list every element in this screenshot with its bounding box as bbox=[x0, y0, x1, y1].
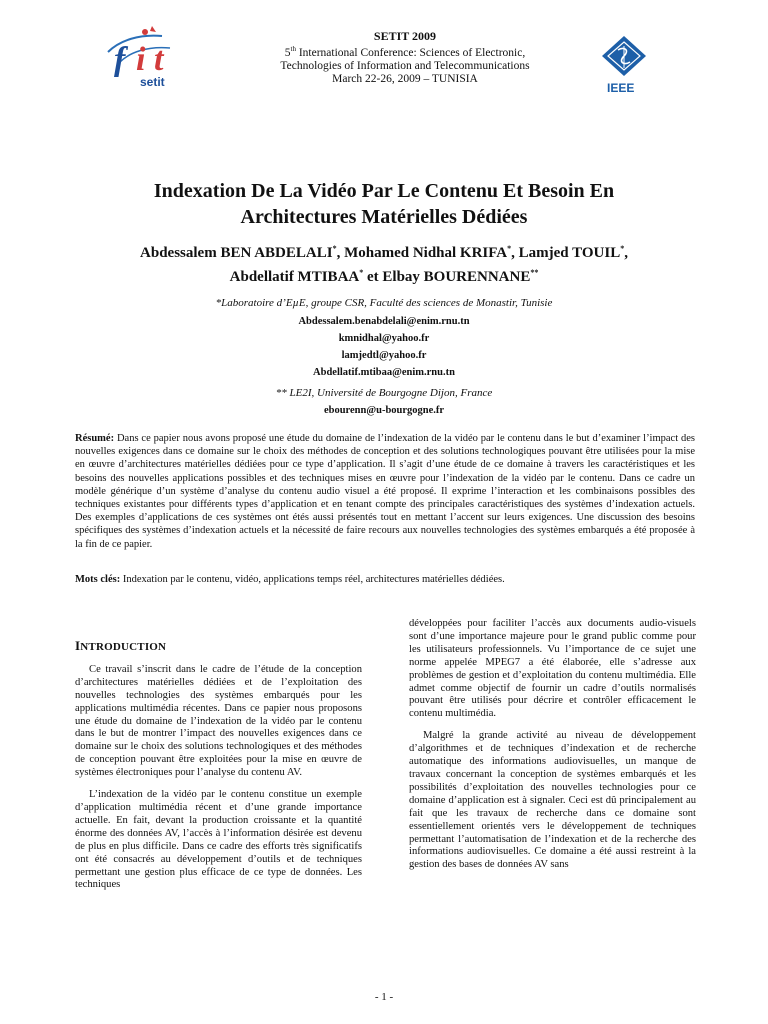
keywords-text: Indexation par le contenu, vidéo, applications temps réel, architectures matérielles dédiées. bbox=[120, 574, 505, 585]
intro-paragraph-2: L’indexation de la vidéo par le contenu constitue un exemple d’application multimédia récent et d’une grande importance actuelle. En fait, devant la production croissante et la quantité énorme des données AV, l’accès à l’information désirée est devenu de plus en plus difficile. Dans ce cadre des efforts très significatifs ont été consacrés au développement d’outils et de techniques permettant une gestion plus efficace de ce type de données. Les techniques bbox=[75, 789, 362, 891]
author-4: Abdellatif MTIBAA bbox=[229, 269, 360, 285]
conference-header bbox=[230, 30, 580, 86]
sep-3: , bbox=[624, 245, 628, 261]
intro-paragraph-3: développées pour faciliter l’accès aux documents audio-visuels sont d’une importance majeure pour le grand public comme pour les utilisateurs professionnels. Vu l’importance de ce sujet une norme appelée MPEG7 a été élaborée, elle s’adresse aux problèmes de gestion et d’exploitation du contenu multimédia. Elle admet comme objectif de fournir un cadre d’outils normalisés pouvant être utilisés pour décrire et contrôler efficacement le contenu multimédia. bbox=[409, 618, 696, 720]
logo-right-label: IEEE bbox=[607, 81, 635, 95]
conference-line1-text: International Conference: Sciences of Electronic, bbox=[295, 46, 526, 59]
author-2: Mohamed Nidhal KRIFA bbox=[344, 245, 508, 261]
abstract-text: Dans ce papier nous avons proposé une étude du domaine de l’indexation de la vidéo par le contenu dans le but d’examiner l’impact des nouvelles exigences dans ce domaine sur le choix des méthodes de conception et des solutions technologiques pouvant être utilisées pour la mise en œuvre d’architectures matérielles dédiées pour ce type d’application. Il s’agit d’une étude de ce domaine à travers les caractéristiques et les besoins des nouvelles applications possibles et des techniques mises en œuvre pour l’indexation de la vidéo par le contenu. Dans ce cadre un modèle générique d’un système d’analyse du contenu audio visuel a été proposé. Il exprime l’interaction et les combinaisons possibles des techniques existantes pour différents types d’application et en tenant compte des principales caractéristiques des systèmes d’indexation actuels. Des exemples d’applications de ces systèmes ont étés aussi présentés tout en mettant l’accent sur leurs exigences. Une discussion des besoins spécifiques des systèmes d’indexation actuels et la nécessité de faire recours aux nouvelles technologies des systèmes embarqués a été proposée à la fin de ce papier. bbox=[75, 433, 696, 550]
email-5: ebourenn@u-bourgogne.fr bbox=[323, 405, 445, 416]
email-3: lamjedtl@yahoo.fr bbox=[341, 350, 427, 361]
email-1: Abdessalem.benabdelali@enim.rnu.tn bbox=[298, 316, 470, 327]
author-1: Abdessalem BEN ABDELALI bbox=[140, 245, 333, 261]
affiliation-1: *Laboratoire d’EµE, groupe CSR, Faculté des sciences de Monastir, Tunisie bbox=[215, 297, 553, 309]
conference-name: SETIT 2009 bbox=[373, 29, 437, 43]
title-line2: Architectures Matérielles Dédiées bbox=[240, 206, 528, 228]
author-4-mark: * bbox=[359, 268, 364, 277]
affiliation-2: ** LE2I, Université de Bourgogne Dijon, France bbox=[275, 387, 493, 399]
column-right bbox=[409, 618, 696, 881]
svg-text:f: f bbox=[114, 41, 126, 78]
keywords-label: Mots clés: bbox=[75, 574, 121, 585]
section-heading-introduction bbox=[75, 640, 362, 654]
conference-line3: March 22-26, 2009 – TUNISIA bbox=[332, 72, 478, 85]
email-4: Abdellatif.mtibaa@enim.rnu.tn bbox=[313, 367, 455, 378]
sep-et: et bbox=[363, 269, 383, 285]
intro-paragraph-4: Malgré la grande activité au niveau de développement d’algorithmes et de techniques d’indexation et de recherche automatique des informations audiovisuelles, un manque de travaux concernant la conception de systèmes embarqués et les possibilités d’exploitation des nouvelles technologies pour ce domaine d’application est à signaler. Ceci est dû principalement au fait que les travaux de recherche dans ce domaine sont essentiellement orientés vers le développement de techniques permettant l’automatisation de l’indexation et de la recherche des informations audiovisuelles. Ce domaine a été aussi restreint à la gestion des bases de données AV sans bbox=[409, 730, 696, 871]
conference-line2: Technologies of Information and Telecommunications bbox=[280, 59, 530, 72]
conference-edition-sup: th bbox=[290, 45, 296, 53]
svg-text:i: i bbox=[136, 41, 146, 78]
abstract-label: Résumé: bbox=[75, 433, 115, 444]
author-5: Elbay BOURENNANE bbox=[382, 269, 531, 285]
keywords bbox=[75, 573, 695, 586]
conference-line1 bbox=[230, 43, 580, 60]
author-list bbox=[40, 239, 728, 287]
abstract bbox=[75, 432, 695, 551]
author-5-mark: ** bbox=[530, 268, 539, 277]
page-number: - 1 - bbox=[374, 991, 394, 1003]
sep-2: , bbox=[511, 245, 515, 261]
intro-paragraph-1: Ce travail s’inscrit dans le cadre de l’étude de la conception d’architectures matérielles dédiées et de l’exploitation des nouvelles technologies des systèmes embarqués pour les applications multimédia récentes. Dans ce papier nous proposons une étude du domaine de l’indexation de la vidéo par le contenu dans le but de montrer l’impact des nouvelles exigences dans ce domaine sur le choix des solutions technologiques et des méthodes de conception pouvant être exploitées pour la mise en œuvre de systèmes électroniques pour l’analyse du contenu AV. bbox=[75, 663, 362, 779]
author-3: Lamjed TOUIL bbox=[518, 245, 621, 261]
column-left bbox=[75, 640, 362, 901]
author-1-mark: * bbox=[332, 244, 337, 253]
author-3-mark: * bbox=[620, 244, 625, 253]
author-2-mark: * bbox=[507, 244, 512, 253]
authors-line1 bbox=[40, 239, 728, 263]
title-line1: Indexation De La Vidéo Par Le Contenu Et Besoin En bbox=[153, 180, 615, 202]
paper-title bbox=[40, 178, 728, 230]
ieee-logo bbox=[592, 34, 662, 96]
authors-line2 bbox=[40, 263, 728, 287]
svg-text:t: t bbox=[154, 41, 164, 78]
logo-left-label: setit bbox=[140, 75, 165, 89]
email-2: kmnidhal@yahoo.fr bbox=[338, 333, 430, 344]
sep-1: , bbox=[336, 245, 341, 261]
setit-logo bbox=[100, 22, 192, 92]
conference-edition: 5 bbox=[284, 46, 291, 59]
heading-initial: I bbox=[75, 638, 81, 653]
heading-rest: NTRODUCTION bbox=[80, 641, 167, 653]
